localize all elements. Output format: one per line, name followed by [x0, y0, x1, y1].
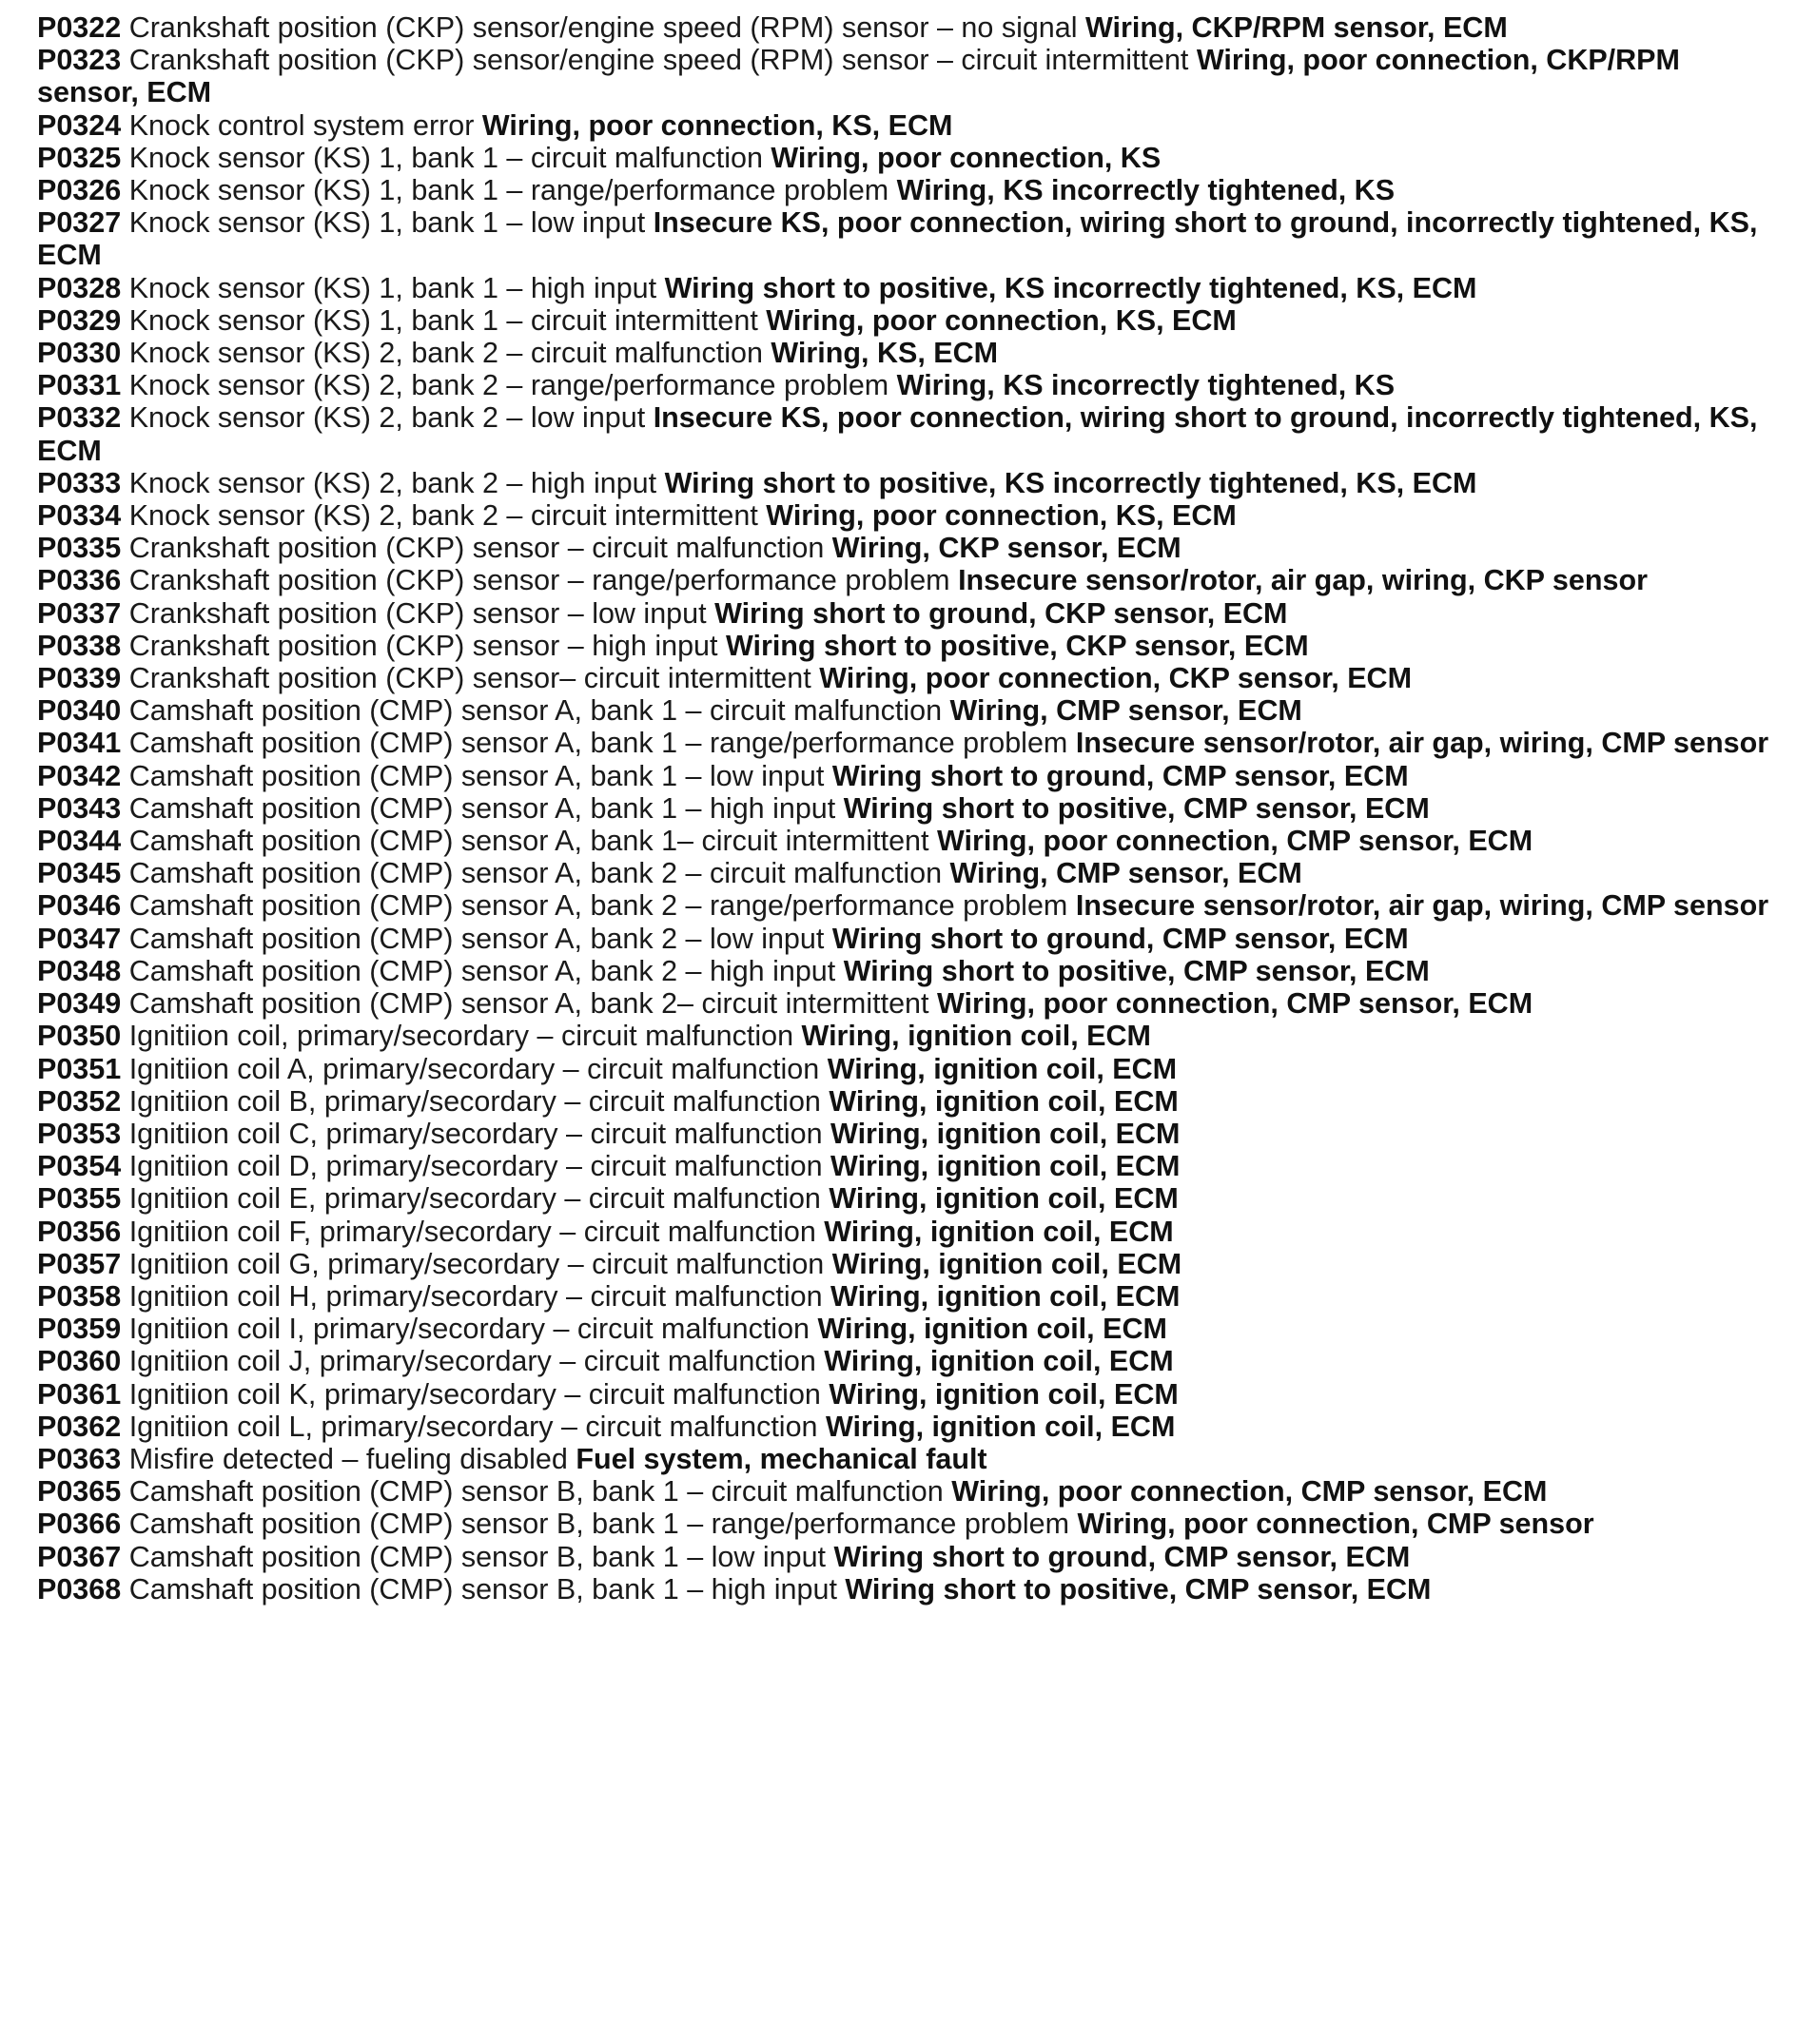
dtc-probable-causes: Wiring short to positive, CMP sensor, ECM [843, 954, 1430, 987]
dtc-probable-causes: Wiring, poor connection, CMP sensor [1077, 1508, 1594, 1541]
dtc-entry [37, 1573, 1778, 1606]
dtc-probable-causes: Wiring, ignition coil, ECM [830, 1279, 1181, 1313]
dtc-code: P0336 [37, 564, 122, 597]
dtc-entry [37, 1313, 1778, 1345]
dtc-description: Knock sensor (KS) 2, bank 2 – range/performance problem [128, 369, 889, 402]
dtc-code: P0334 [37, 499, 122, 533]
dtc-description: Ignitiion coil C, primary/secordary – circuit malfunction [128, 1117, 823, 1150]
dtc-description: Crankshaft position (CKP) sensor – range/performance problem [128, 564, 950, 597]
dtc-description: Knock sensor (KS) 2, bank 2 – circuit malfunction [128, 337, 763, 370]
dtc-entry [37, 44, 1778, 108]
dtc-description: Crankshaft position (CKP) sensor – high input [128, 629, 718, 662]
dtc-probable-causes: Fuel system, mechanical fault [576, 1442, 987, 1475]
dtc-code: P0351 [37, 1052, 122, 1085]
dtc-probable-causes: Wiring, poor connection, KS [771, 141, 1162, 174]
dtc-entry [37, 11, 1778, 44]
dtc-code: P0355 [37, 1182, 122, 1216]
dtc-probable-causes: Wiring short to ground, CMP sensor, ECM [831, 759, 1409, 792]
dtc-code: P0353 [37, 1117, 122, 1150]
dtc-entry [37, 1280, 1778, 1313]
dtc-probable-causes: Wiring short to ground, CMP sensor, ECM [831, 922, 1409, 955]
dtc-description: Crankshaft position (CKP) sensor– circuit intermittent [128, 662, 811, 695]
dtc-description: Knock sensor (KS) 1, bank 1 – low input [128, 206, 646, 240]
dtc-probable-causes: Wiring short to positive, CMP sensor, ECM [843, 791, 1430, 825]
dtc-entry [37, 923, 1778, 955]
dtc-description: Camshaft position (CMP) sensor B, bank 1 – range/performance problem [128, 1508, 1070, 1541]
dtc-entry [37, 1443, 1778, 1475]
dtc-code: P0333 [37, 466, 122, 499]
dtc-code: P0363 [37, 1442, 122, 1475]
dtc-entry [37, 564, 1778, 596]
dtc-code: P0357 [37, 1247, 122, 1280]
dtc-description: Camshaft position (CMP) sensor A, bank 1 – low input [128, 759, 825, 792]
dtc-code: P0343 [37, 791, 122, 825]
dtc-description: Crankshaft position (CKP) sensor – low input [128, 596, 707, 630]
dtc-probable-causes: Wiring, ignition coil, ECM [827, 1052, 1178, 1085]
dtc-description: Knock sensor (KS) 1, bank 1 – circuit intermittent [128, 303, 758, 337]
dtc-probable-causes: Wiring, ignition coil, ECM [829, 1377, 1179, 1411]
dtc-description: Camshaft position (CMP) sensor A, bank 1 – circuit malfunction [128, 694, 943, 728]
dtc-entry [37, 532, 1778, 564]
dtc-description: Camshaft position (CMP) sensor A, bank 2 – low input [128, 922, 825, 955]
dtc-description: Camshaft position (CMP) sensor B, bank 1 – circuit malfunction [128, 1475, 944, 1509]
dtc-code: P0328 [37, 271, 122, 304]
dtc-probable-causes: Wiring short to positive, CKP sensor, ECM [725, 629, 1309, 662]
dtc-entry [37, 1085, 1778, 1118]
dtc-description: Knock sensor (KS) 2, bank 2 – high input [128, 466, 657, 499]
dtc-code: P0339 [37, 662, 122, 695]
dtc-description: Ignitiion coil B, primary/secordary – circuit malfunction [128, 1084, 821, 1118]
dtc-probable-causes: Wiring, poor connection, CKP/RPM sensor, ECM [37, 44, 1680, 109]
dtc-description: Camshaft position (CMP) sensor A, bank 1 – high input [128, 791, 836, 825]
dtc-entry [37, 1411, 1778, 1443]
dtc-entry [37, 630, 1778, 662]
dtc-description: Ignitiion coil G, primary/secordary – circuit malfunction [128, 1247, 825, 1280]
dtc-entry [37, 825, 1778, 857]
dtc-probable-causes: Insecure sensor/rotor, air gap, wiring, CMP sensor [1075, 889, 1769, 923]
dtc-entry [37, 889, 1778, 922]
dtc-description: Crankshaft position (CKP) sensor – circuit malfunction [128, 532, 825, 565]
dtc-description: Camshaft position (CMP) sensor A, bank 1– circuit intermittent [128, 825, 929, 858]
dtc-code: P0325 [37, 141, 122, 174]
dtc-description: Camshaft position (CMP) sensor A, bank 2 – high input [128, 954, 836, 987]
dtc-entry [37, 401, 1778, 466]
dtc-entry [37, 1248, 1778, 1280]
dtc-entry [37, 597, 1778, 630]
dtc-entry [37, 1345, 1778, 1377]
dtc-description: Ignitiion coil, primary/secordary – circuit malfunction [128, 1020, 794, 1053]
dtc-probable-causes: Wiring, CKP sensor, ECM [831, 532, 1181, 565]
dtc-description: Crankshaft position (CKP) sensor/engine speed (RPM) sensor – circuit intermittent [128, 44, 1189, 77]
dtc-probable-causes: Wiring, poor connection, KS, ECM [766, 499, 1237, 533]
dtc-probable-causes: Wiring, CMP sensor, ECM [949, 857, 1302, 890]
dtc-probable-causes: Wiring, poor connection, KS, ECM [481, 108, 953, 142]
dtc-description: Ignitiion coil I, primary/secordary – circuit malfunction [128, 1313, 810, 1346]
dtc-code: P0335 [37, 532, 122, 565]
dtc-code: P0340 [37, 694, 122, 728]
dtc-probable-causes: Wiring, CKP/RPM sensor, ECM [1085, 11, 1508, 44]
dtc-entry [37, 1118, 1778, 1150]
dtc-probable-causes: Insecure KS, poor connection, wiring short to ground, incorrectly tightened, KS, ECM [37, 206, 1758, 272]
dtc-code: P0331 [37, 369, 122, 402]
dtc-code: P0366 [37, 1508, 122, 1541]
dtc-probable-causes: Wiring, ignition coil, ECM [824, 1215, 1174, 1248]
dtc-code: P0326 [37, 174, 122, 207]
dtc-entry [37, 142, 1778, 174]
dtc-code: P0341 [37, 727, 122, 760]
dtc-description: Knock sensor (KS) 1, bank 1 – circuit malfunction [128, 141, 763, 174]
dtc-probable-causes: Wiring, poor connection, CMP sensor, ECM [936, 825, 1533, 858]
dtc-probable-causes: Wiring, ignition coil, ECM [829, 1084, 1179, 1118]
dtc-description: Crankshaft position (CKP) sensor/engine speed (RPM) sensor – no signal [128, 11, 1078, 44]
dtc-entry [37, 760, 1778, 792]
dtc-entry [37, 1053, 1778, 1085]
dtc-entry [37, 955, 1778, 987]
dtc-description: Knock control system error [128, 108, 475, 142]
dtc-description: Knock sensor (KS) 2, bank 2 – low input [128, 401, 646, 435]
dtc-code: P0354 [37, 1150, 122, 1183]
dtc-probable-causes: Wiring, KS, ECM [771, 337, 999, 370]
dtc-code: P0323 [37, 44, 122, 77]
dtc-entry [37, 337, 1778, 369]
dtc-code: P0360 [37, 1345, 122, 1378]
dtc-entry [37, 857, 1778, 889]
dtc-entry [37, 1182, 1778, 1215]
dtc-code: P0359 [37, 1313, 122, 1346]
dtc-description: Camshaft position (CMP) sensor B, bank 1 – high input [128, 1572, 837, 1606]
dtc-entry [37, 727, 1778, 759]
dtc-entry [37, 369, 1778, 401]
dtc-entry [37, 694, 1778, 727]
dtc-description: Ignitiion coil E, primary/secordary – circuit malfunction [128, 1182, 821, 1216]
dtc-code: P0348 [37, 954, 122, 987]
dtc-code: P0342 [37, 759, 122, 792]
dtc-entry [37, 1541, 1778, 1573]
dtc-code: P0365 [37, 1475, 122, 1509]
dtc-code: P0347 [37, 922, 122, 955]
dtc-description: Camshaft position (CMP) sensor B, bank 1 – low input [128, 1540, 827, 1573]
dtc-entry [37, 1150, 1778, 1182]
dtc-description: Camshaft position (CMP) sensor A, bank 2– circuit intermittent [128, 987, 929, 1021]
dtc-probable-causes: Insecure sensor/rotor, air gap, wiring, CKP sensor [958, 564, 1648, 597]
dtc-entry [37, 1020, 1778, 1052]
dtc-probable-causes: Wiring, CMP sensor, ECM [949, 694, 1302, 728]
dtc-description: Ignitiion coil H, primary/secordary – circuit malfunction [128, 1279, 823, 1313]
dtc-code: P0352 [37, 1084, 122, 1118]
dtc-entry [37, 1216, 1778, 1248]
dtc-probable-causes: Wiring short to positive, CMP sensor, ECM [845, 1572, 1432, 1606]
dtc-entry [37, 987, 1778, 1020]
dtc-probable-causes: Wiring short to positive, KS incorrectly tightened, KS, ECM [664, 271, 1477, 304]
dtc-probable-causes: Wiring, KS incorrectly tightened, KS [896, 174, 1396, 207]
dtc-description: Knock sensor (KS) 1, bank 1 – range/performance problem [128, 174, 889, 207]
dtc-code: P0368 [37, 1572, 122, 1606]
dtc-probable-causes: Wiring, poor connection, CMP sensor, ECM [951, 1475, 1548, 1509]
dtc-description: Misfire detected – fueling disabled [128, 1442, 568, 1475]
dtc-entry [37, 467, 1778, 499]
dtc-description: Ignitiion coil L, primary/secordary – circuit malfunction [128, 1410, 818, 1443]
dtc-probable-causes: Wiring short to ground, CKP sensor, ECM [714, 596, 1288, 630]
dtc-code: P0367 [37, 1540, 122, 1573]
dtc-description: Ignitiion coil F, primary/secordary – circuit malfunction [128, 1215, 816, 1248]
dtc-code: P0337 [37, 596, 122, 630]
dtc-code: P0344 [37, 825, 122, 858]
dtc-probable-causes: Wiring, ignition coil, ECM [824, 1345, 1174, 1378]
dtc-description: Camshaft position (CMP) sensor A, bank 2 – range/performance problem [128, 889, 1068, 923]
dtc-code: P0349 [37, 987, 122, 1021]
dtc-entry [37, 1475, 1778, 1508]
dtc-code: P0324 [37, 108, 122, 142]
dtc-entry [37, 662, 1778, 694]
dtc-probable-causes: Wiring, poor connection, KS, ECM [766, 303, 1237, 337]
dtc-probable-causes: Wiring, poor connection, CKP sensor, ECM [819, 662, 1412, 695]
dtc-description: Ignitiion coil D, primary/secordary – circuit malfunction [128, 1150, 823, 1183]
dtc-code: P0330 [37, 337, 122, 370]
dtc-code: P0327 [37, 206, 122, 240]
dtc-probable-causes: Wiring, ignition coil, ECM [830, 1117, 1181, 1150]
dtc-probable-causes: Wiring, ignition coil, ECM [817, 1313, 1167, 1346]
dtc-code: P0362 [37, 1410, 122, 1443]
dtc-code: P0338 [37, 629, 122, 662]
dtc-probable-causes: Wiring, ignition coil, ECM [831, 1247, 1182, 1280]
dtc-entry [37, 304, 1778, 337]
dtc-entry [37, 206, 1778, 271]
dtc-code: P0350 [37, 1020, 122, 1053]
dtc-probable-causes: Wiring, ignition coil, ECM [830, 1150, 1181, 1183]
dtc-probable-causes: Wiring short to positive, KS incorrectly tightened, KS, ECM [664, 466, 1477, 499]
dtc-code: P0329 [37, 303, 122, 337]
dtc-probable-causes: Wiring, ignition coil, ECM [829, 1182, 1179, 1216]
dtc-entry [37, 174, 1778, 206]
dtc-probable-causes: Wiring, ignition coil, ECM [801, 1020, 1151, 1053]
dtc-code: P0332 [37, 401, 122, 435]
dtc-entry [37, 499, 1778, 532]
dtc-description: Camshaft position (CMP) sensor A, bank 1 – range/performance problem [128, 727, 1068, 760]
dtc-code: P0346 [37, 889, 122, 923]
dtc-description: Knock sensor (KS) 1, bank 1 – high input [128, 271, 657, 304]
dtc-probable-causes: Wiring, ignition coil, ECM [825, 1410, 1176, 1443]
dtc-code: P0358 [37, 1279, 122, 1313]
dtc-entry [37, 109, 1778, 142]
dtc-code: P0356 [37, 1215, 122, 1248]
dtc-entry [37, 272, 1778, 304]
dtc-description: Knock sensor (KS) 2, bank 2 – circuit intermittent [128, 499, 758, 533]
dtc-description: Ignitiion coil A, primary/secordary – circuit malfunction [128, 1052, 820, 1085]
dtc-entry [37, 792, 1778, 825]
dtc-probable-causes: Wiring, KS incorrectly tightened, KS [896, 369, 1396, 402]
dtc-entry [37, 1508, 1778, 1540]
dtc-probable-causes: Insecure KS, poor connection, wiring short to ground, incorrectly tightened, KS, ECM [37, 401, 1758, 467]
dtc-code: P0322 [37, 11, 122, 44]
dtc-code: P0345 [37, 857, 122, 890]
dtc-description: Ignitiion coil K, primary/secordary – circuit malfunction [128, 1377, 821, 1411]
dtc-probable-causes: Insecure sensor/rotor, air gap, wiring, CMP sensor [1075, 727, 1769, 760]
dtc-description: Camshaft position (CMP) sensor A, bank 2 – circuit malfunction [128, 857, 943, 890]
dtc-code: P0361 [37, 1377, 122, 1411]
dtc-entry [37, 1378, 1778, 1411]
dtc-probable-causes: Wiring short to ground, CMP sensor, ECM [833, 1540, 1411, 1573]
dtc-description: Ignitiion coil J, primary/secordary – circuit malfunction [128, 1345, 816, 1378]
dtc-probable-causes: Wiring, poor connection, CMP sensor, ECM [936, 987, 1533, 1021]
